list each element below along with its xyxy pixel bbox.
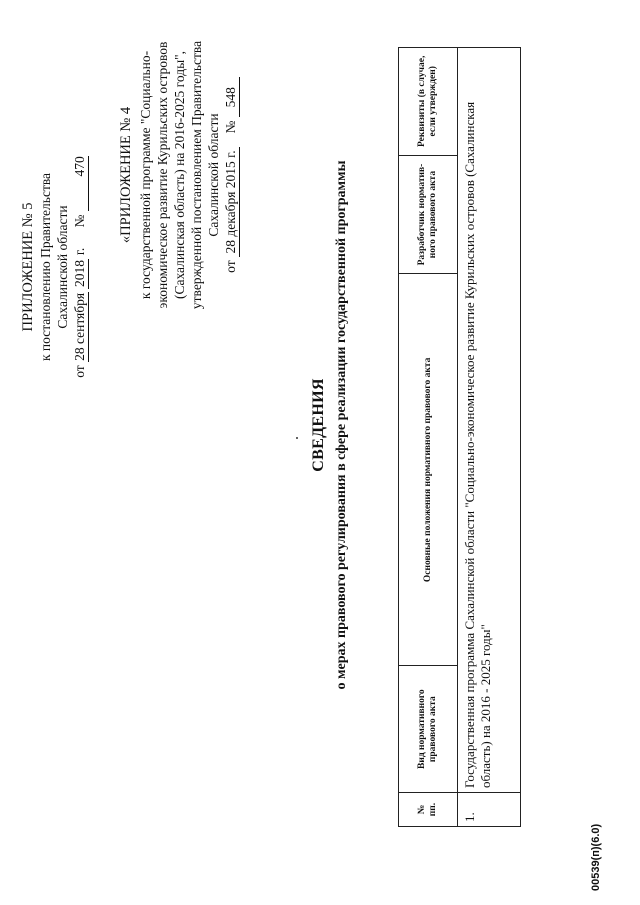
appendix-line-3: (Сахалинская область) на 2016-2025 годы", bbox=[172, 50, 187, 300]
approval-year-suffix: г. bbox=[72, 247, 87, 256]
appendix-date: 28 декабря 2015 г. bbox=[222, 147, 240, 257]
appendix-line-2: экономическое развитие Курильских островов bbox=[155, 41, 170, 309]
approval-line-2: Сахалинской области bbox=[55, 205, 70, 329]
form-code: 00539(п)(6.0) bbox=[590, 823, 602, 891]
column-header-developer: Разработчик норматив-ного правового акта bbox=[399, 155, 458, 274]
table-header-row bbox=[399, 48, 458, 827]
appendix-title: «ПРИЛОЖЕНИЕ № 4 bbox=[118, 106, 134, 244]
approval-from-label: от bbox=[72, 365, 87, 378]
appendix-line-5: Сахалинской области bbox=[206, 113, 221, 237]
heading-subtitle: о мерах правового регулирования в сфере реализации государственной программы bbox=[334, 160, 349, 690]
column-header-num: № пп. bbox=[399, 793, 458, 827]
appendix-block bbox=[118, 0, 240, 350]
appendix-date-line bbox=[222, 0, 240, 350]
approval-date-line bbox=[71, 117, 89, 417]
table-row bbox=[458, 48, 521, 827]
row-number: 1. bbox=[458, 793, 521, 827]
column-header-provisions: Основные положения нормативного правового акта bbox=[399, 274, 458, 666]
approval-block bbox=[20, 117, 89, 417]
scan-speck bbox=[296, 437, 298, 439]
heading-main: СВЕДЕНИЯ bbox=[310, 378, 327, 472]
row-program-text: Государственная программа Сахалинской области "Социально-экономическое развитие Курильских островов (Сахалинская область) на 2016 - 2025 годы" bbox=[458, 48, 521, 793]
document-heading bbox=[310, 145, 350, 705]
approval-number: 470 bbox=[71, 156, 89, 211]
appendix-line-1: к государственной программе "Социально- bbox=[138, 50, 153, 300]
approval-title: ПРИЛОЖЕНИЕ № 5 bbox=[20, 202, 36, 332]
appendix-from-label: от bbox=[223, 260, 238, 273]
appendix-line-4: утвержденной постановлением Правительства bbox=[189, 40, 204, 310]
column-header-kind: Вид нормативного правового акта bbox=[399, 666, 458, 793]
approval-line-1: к постановлению Правительства bbox=[38, 172, 53, 362]
column-header-requisites: Реквизиты (в случае, если утвержден) bbox=[399, 48, 458, 156]
appendix-number: 548 bbox=[222, 77, 240, 117]
appendix-number-label: № bbox=[223, 120, 238, 134]
approval-number-label: № bbox=[72, 214, 87, 228]
approval-date: 28 сентября bbox=[72, 292, 87, 361]
approval-year: 2018 bbox=[72, 260, 87, 288]
measures-table bbox=[398, 47, 521, 827]
